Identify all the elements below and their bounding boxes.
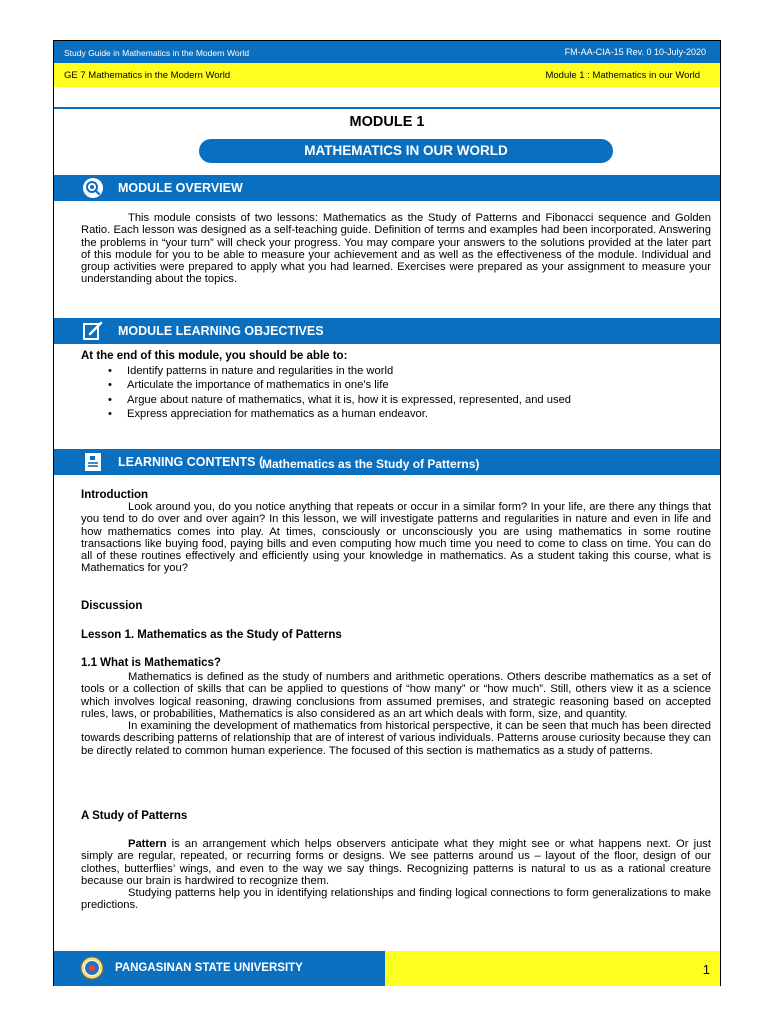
discussion-heading: Discussion — [81, 600, 143, 612]
introduction-text — [81, 501, 711, 575]
what-paragraph-1: Mathematics is defined as the study of numbers and arithmetic operations. Others describe mathematics as a set of tools or a collection of skills that can be applied to questions of “how many” or “how much”. Still, others view it as a science which involves logical reasoning, drawing conclusions from assumed premises, and strategic reasoning based on accepted rules, laws, or probabilities, Mathematics is also considered as an art which deals with form, size, and quantity. — [81, 671, 711, 720]
what-paragraph-2: In examining the development of mathematics from historical perspective, it can be seen that much has been directed towards describing patterns of relationship that are of interest of various individuals. Patterns arouse curiosity because they can be directly related to common human experience. The focused of this section is mathematics as a study of patterns. — [81, 720, 711, 757]
module-overview-band — [54, 175, 720, 201]
contents-subheading: Mathematics as the Study of Patterns) — [262, 457, 480, 471]
what-is-mathematics-text — [81, 671, 711, 757]
overview-body: This module consists of two lessons: Mathematics as the Study of Patterns and Fibonacci sequence and Golden Ratio. Each lesson was designed as a self-teaching guide. Definition of terms and examples had been incorporated. Answering the problems in “your turn” will check your progress. You may compare your answers to the solutions provided at the later part of this module for you to be able to measure your achievement and as well as the effectiveness of the module. Individual and group activities were prepared to apply what you had learned. Exercises were prepared as your assignment to measure your understanding about the topics. — [81, 212, 711, 286]
edit-icon — [82, 320, 104, 342]
header-top-bar — [54, 41, 720, 63]
header-course-bar — [54, 63, 720, 87]
footer-university — [54, 951, 385, 986]
pattern-paragraph-1 — [81, 838, 711, 887]
pattern-definition: is an arrangement which helps observers anticipate what they might see or what happens next. Or just simply are regular, repeated, or recurring forms or designs. We see patterns around us – layout of the floor, design of our clothes, butterflies’ wings, and even to the way we say things. Recognizing patterns is natural to us as a rational creature because our brain is hardwired to recognize them. — [81, 838, 711, 887]
page-number: 1 — [702, 962, 710, 977]
overview-heading: MODULE OVERVIEW — [118, 181, 243, 195]
learning-contents-band — [54, 449, 720, 475]
objective-item: • Express appreciation for mathematics as a human endeavor. — [108, 407, 571, 421]
patterns-text — [81, 838, 711, 912]
objectives-heading: MODULE LEARNING OBJECTIVES — [118, 324, 324, 338]
study-of-patterns-heading: A Study of Patterns — [81, 810, 188, 822]
book-list-icon — [82, 451, 104, 473]
introduction-heading: Introduction — [81, 489, 149, 501]
contents-heading: LEARNING CONTENTS ( — [118, 455, 264, 469]
university-seal-icon — [80, 956, 104, 980]
introduction-body: Look around you, do you notice anything that repeats or occur in a similar form? In your life, are there any things that you tend to do over and over again? In this lesson, we will investigate patterns and regularities in nature and even in life and how mathematics comes into play. At times, consciously or unconsciously you are using mathematics in some routine transactions like buying food, paying bills and even computing how much time you need to come to class on time. You can do all of these routines effectively and efficiently using your knowledge in mathematics. As a student taking this course, what is Mathematics for you? — [81, 501, 711, 575]
footer-page — [385, 951, 720, 986]
form-code: FM-AA-CIA-15 Rev. 0 10-July-2020 — [564, 47, 706, 57]
pattern-term: Pattern — [128, 838, 167, 850]
objective-item: • Argue about nature of mathematics, what it is, how it is expressed, represented, and used — [108, 393, 571, 407]
objectives-list — [108, 364, 571, 421]
university-name: PANGASINAN STATE UNIVERSITY — [115, 962, 303, 974]
objective-item: • Articulate the importance of mathematics in one’s life — [108, 378, 571, 392]
pattern-paragraph-2: Studying patterns help you in identifying relationships and finding logical connections to form generalizations to make predictions. — [81, 887, 711, 912]
overview-text — [81, 212, 711, 286]
module-reference: Module 1 : Mathematics in our World — [545, 70, 700, 81]
lesson-heading: Lesson 1. Mathematics as the Study of Patterns — [81, 629, 342, 641]
guide-title: Study Guide in Mathematics in the Modern World — [64, 48, 250, 58]
magnifier-icon — [82, 177, 104, 199]
module-page — [53, 40, 721, 986]
header-divider — [54, 107, 720, 109]
course-title: GE 7 Mathematics in the Modern World — [64, 70, 231, 81]
objectives-intro: At the end of this module, you should be able to: — [81, 350, 348, 362]
objective-item: • Identify patterns in nature and regularities in the world — [108, 364, 571, 378]
module-number: MODULE 1 — [349, 114, 425, 130]
what-is-mathematics-heading: 1.1 What is Mathematics? — [81, 657, 221, 669]
module-title-pill: MATHEMATICS IN OUR WORLD — [199, 139, 613, 163]
objectives-band — [54, 318, 720, 344]
